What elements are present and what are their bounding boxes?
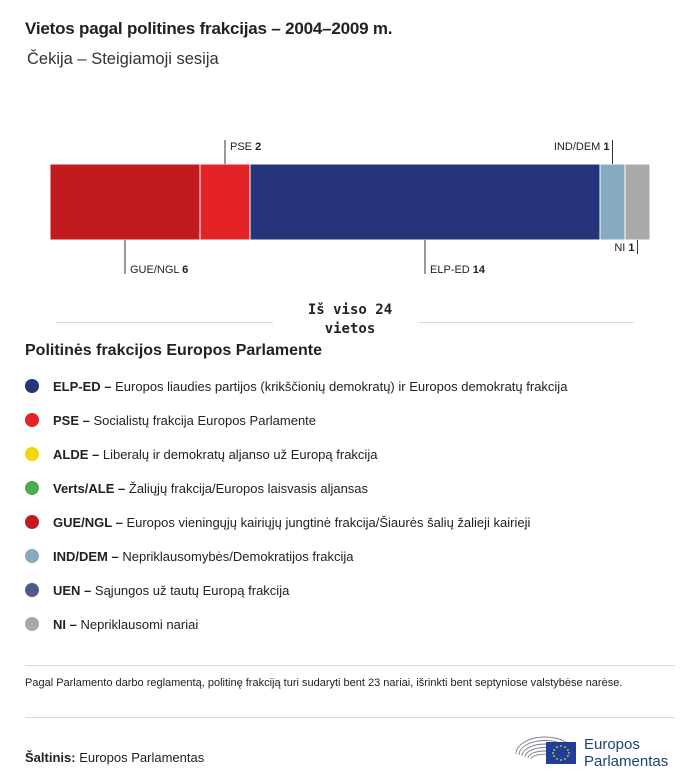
total-seats-line2: vietos [324,321,376,337]
legend-swatch-gue-ngl [25,515,39,529]
legend-abbr: Verts/ALE – [53,480,126,496]
stacked-bar-chart [0,0,700,290]
legend-item-elp-ed [25,369,567,403]
logo-text-line1: Europos [584,736,640,753]
legend-swatch-elp-ed [25,379,39,393]
chart-title: Vietos pagal politines frakcijas – 2004–2009 m. [25,19,393,38]
ep-hemicycle-flag-icon [516,737,576,764]
source-value: Europos Parlamentas [75,750,205,765]
total-divider-left [56,322,273,323]
legend-desc: Liberalų ir demokratų aljanso už Europą frakcija [99,446,378,462]
source-line [25,750,204,765]
legend-item-uen [25,573,567,607]
chart-subtitle: Čekija – Steigiamoji sesija [27,50,219,68]
legend-item-ni [25,607,567,641]
footnote: Pagal Parlamento darbo reglamentą, politinę frakciją turi sudaryti bent 23 nariai, išrinkti bent septyniose valstybėse narėse. [25,677,623,689]
legend-abbr: IND/DEM – [53,548,119,564]
data-label-pse: PSE 2 [230,141,262,153]
legend-desc: Žaliųjų frakcija/Europos laisvasis aljansas [125,480,369,496]
bar-segment-ni [625,164,650,240]
legend-desc: Sąjungos už tautų Europą frakcija [91,582,290,598]
legend-swatch-ni [25,617,39,631]
legend-item-pse [25,403,567,437]
legend-swatch-uen [25,583,39,597]
bar-segment-elp-ed [250,164,600,240]
ep-logo [514,728,684,770]
legend-item-ind-dem [25,539,567,573]
legend-swatch-verts-ale [25,481,39,495]
legend-item-gue-ngl [25,505,567,539]
data-label-ni: NI 1 [614,242,635,254]
legend-desc: Socialistų frakcija Europos Parlamente [89,412,317,428]
legend-desc: Europos liaudies partijos (krikščionių demokratų) ir Europos demokratų frakcija [111,378,568,394]
source-label: Šaltinis: [25,750,76,765]
legend-title: Politinės frakcijos Europos Parlamente [25,342,322,359]
total-seats-label [272,301,428,339]
legend-abbr: ELP-ED – [53,378,112,394]
legend-abbr: ALDE – [53,446,100,462]
bar-segment-pse [200,164,250,240]
legend-item-alde [25,437,567,471]
legend [25,369,567,641]
total-divider-right [418,322,634,323]
data-label-gue-ngl: GUE/NGL 6 [130,264,189,276]
legend-desc: Nepriklausomi nariai [76,616,199,632]
legend-abbr: PSE – [53,412,90,428]
legend-desc: Nepriklausomybės/Demokratijos frakcija [118,548,354,564]
logo-text-line2: Parlamentas [584,753,669,770]
legend-swatch-pse [25,413,39,427]
legend-abbr: UEN – [53,582,92,598]
data-label-elp-ed: ELP-ED 14 [430,264,486,276]
note-divider-top [25,665,675,666]
bar-segment-gue-ngl [50,164,200,240]
bar-segment-ind-dem [600,164,625,240]
legend-desc: Europos vieningųjų kairiųjų jungtinė frakcija/Šiaurės šalių žalieji kairieji [122,514,531,530]
legend-abbr: NI – [53,616,77,632]
legend-abbr: GUE/NGL – [53,514,123,530]
legend-item-verts-ale [25,471,567,505]
total-seats-line1: Iš viso 24 [307,302,393,318]
legend-swatch-ind-dem [25,549,39,563]
data-label-ind-dem: IND/DEM 1 [553,141,610,153]
legend-swatch-alde [25,447,39,461]
note-divider-bottom [25,717,675,718]
